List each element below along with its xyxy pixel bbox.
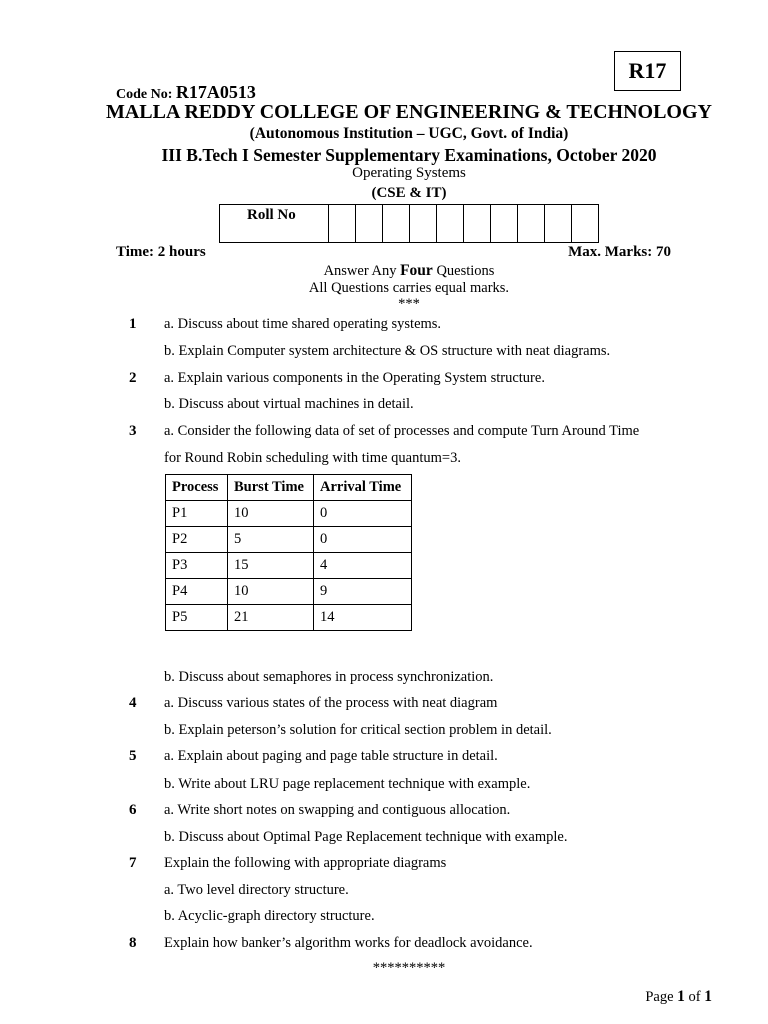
table-cell: 5 [228, 527, 314, 553]
question-number: 7 [129, 855, 137, 871]
question-text: b. Discuss about Optimal Page Replacement technique with example. [164, 829, 568, 845]
question-text: b. Discuss about semaphores in process synchronization. [164, 669, 494, 685]
equal-marks-note: All Questions carries equal marks. [308, 280, 510, 296]
table-header: Process [166, 475, 228, 501]
table-header-row [166, 475, 412, 501]
roll-box [572, 205, 599, 243]
roll-label: Roll No [220, 205, 329, 243]
exam-time: Time: 2 hours [116, 244, 206, 260]
question-text: a. Explain about paging and page table structure in detail. [164, 748, 498, 764]
question-text: Explain the following with appropriate diagrams [164, 855, 447, 871]
table-cell: 21 [228, 605, 314, 631]
table-cell: 15 [228, 553, 314, 579]
roll-box [491, 205, 518, 243]
roll-box [410, 205, 437, 243]
code-label: Code No: [116, 87, 173, 102]
branch-name: (CSE & IT) [371, 185, 447, 201]
table-row [166, 579, 412, 605]
roll-box [356, 205, 383, 243]
code-number [116, 82, 256, 103]
question-text: a. Explain various components in the Operating System structure. [164, 370, 545, 386]
roll-box [437, 205, 464, 243]
table-cell: 10 [228, 579, 314, 605]
question-number: 1 [129, 316, 137, 332]
table-cell: P2 [166, 527, 228, 553]
roll-box [518, 205, 545, 243]
exam-title: III B.Tech I Semester Supplementary Examinations, October 2020 [161, 145, 657, 165]
table-cell: 9 [314, 579, 412, 605]
page-number: Page 1 of 1 [645, 988, 712, 1005]
table-header: Arrival Time [314, 475, 412, 501]
table-cell: 0 [314, 527, 412, 553]
table-cell: P3 [166, 553, 228, 579]
table-row [166, 605, 412, 631]
question-text: a. Write short notes on swapping and contiguous allocation. [164, 802, 511, 818]
table-header: Burst Time [228, 475, 314, 501]
question-text: b. Write about LRU page replacement technique with example. [164, 776, 531, 792]
autonomous-line: (Autonomous Institution – UGC, Govt. of India) [249, 125, 569, 142]
table-cell: P1 [166, 501, 228, 527]
max-marks: Max. Marks: 70 [568, 244, 671, 260]
question-text: Explain how banker’s algorithm works for deadlock avoidance. [164, 935, 533, 951]
question-text: for Round Robin scheduling with time quantum=3. [164, 450, 461, 466]
question-text: a. Discuss various states of the process with neat diagram [164, 695, 498, 711]
college-name: MALLA REDDY COLLEGE OF ENGINEERING & TECHNOLOGY [105, 101, 712, 123]
end-stars: ********** [372, 960, 446, 976]
table-row [166, 553, 412, 579]
roll-box [464, 205, 491, 243]
table-row [166, 527, 412, 553]
table-cell: 0 [314, 501, 412, 527]
roll-number-grid [219, 204, 599, 243]
table-cell: P5 [166, 605, 228, 631]
question-number: 4 [129, 695, 137, 711]
table-cell: 14 [314, 605, 412, 631]
question-text: a. Discuss about time shared operating systems. [164, 316, 442, 332]
subject-name: Operating Systems [352, 165, 466, 181]
question-number: 5 [129, 748, 137, 764]
roll-box [383, 205, 410, 243]
regulation-badge: R17 [614, 51, 681, 91]
table-cell: 10 [228, 501, 314, 527]
question-text: a. Consider the following data of set of processes and compute Turn Around Time [164, 423, 640, 439]
roll-box [545, 205, 572, 243]
question-text: b. Discuss about virtual machines in detail. [164, 396, 414, 412]
table-cell: P4 [166, 579, 228, 605]
answer-instruction: Answer Any Four Questions [323, 262, 495, 279]
table-cell: 4 [314, 553, 412, 579]
question-text: b. Acyclic-graph directory structure. [164, 908, 375, 924]
question-number: 6 [129, 802, 137, 818]
table-row [166, 501, 412, 527]
roll-box [329, 205, 356, 243]
separator-stars: *** [398, 296, 420, 312]
process-table [165, 474, 412, 631]
question-number: 2 [129, 370, 137, 386]
question-number: 3 [129, 423, 137, 439]
code-value: R17A0513 [175, 82, 256, 102]
question-text: b. Explain Computer system architecture & OS structure with neat diagrams. [164, 343, 611, 359]
question-number: 8 [129, 935, 137, 951]
question-text: a. Two level directory structure. [164, 882, 349, 898]
question-text: b. Explain peterson’s solution for critical section problem in detail. [164, 722, 552, 738]
